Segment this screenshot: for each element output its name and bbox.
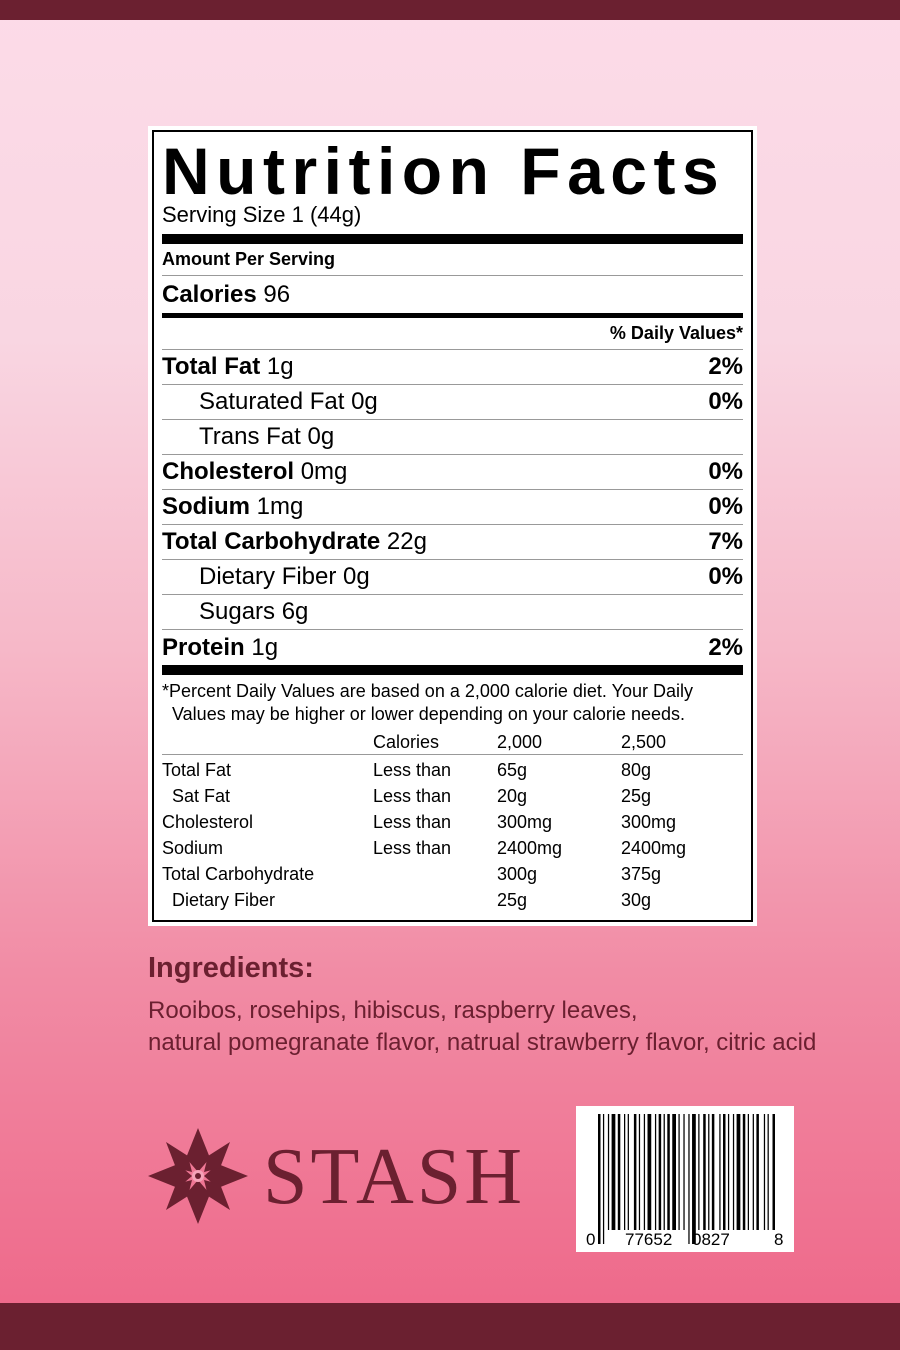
nutrient-amount: 1g: [266, 353, 294, 380]
barcode-bar: [628, 1114, 629, 1230]
barcode-bar: [644, 1114, 645, 1230]
dv-cell: 30g: [621, 889, 652, 910]
table-row: [162, 835, 743, 861]
barcode-bar: [753, 1114, 754, 1230]
bottom-band: [0, 1303, 900, 1350]
barcode-bar: [737, 1114, 741, 1230]
dv-cell: 375g: [621, 863, 662, 884]
nutrient-pct: 2%: [708, 633, 743, 661]
barcode-bar: [756, 1114, 759, 1230]
footnote-line: *Percent Daily Values are based on a 2,000 calorie diet. Your Daily: [162, 681, 693, 701]
dv-cell: Sodium: [162, 837, 224, 858]
nutrient-label: Sodium: [162, 493, 250, 520]
barcode-bar: [624, 1114, 625, 1230]
dv-cell: Sat Fat: [172, 785, 231, 806]
table-row: [162, 861, 743, 887]
nutrient-row-sodium: [162, 490, 743, 525]
nutrient-amount: 1g: [251, 633, 279, 661]
dv-cell: 300mg: [621, 811, 677, 832]
nutrient-row-saturated-fat: [162, 385, 743, 420]
top-band: [0, 0, 900, 20]
dv-cell: 2400mg: [621, 837, 687, 858]
ingredients-title: Ingredients:: [148, 952, 314, 984]
nutrient-label: Total Fat: [162, 353, 261, 380]
serving-size: Serving Size 1 (44g): [162, 202, 362, 227]
barcode-digit: 0827: [692, 1230, 730, 1249]
calories-label: Calories: [162, 280, 257, 308]
nutrient-row-total-fat: [162, 350, 743, 385]
nutrient-pct: 0%: [708, 388, 743, 415]
amount-per-serving: [162, 244, 743, 276]
nutrient-label: Total Carbohydrate: [162, 528, 381, 555]
barcode-bar: [598, 1114, 601, 1244]
dv-cell: Total Fat: [162, 759, 232, 780]
nutrition-facts-panel: [148, 126, 757, 926]
table-row: [162, 757, 743, 783]
ingredients-line: natural pomegranate flavor, natrual strawberry flavor, citric acid: [148, 1029, 817, 1056]
nutrient-row-protein: [162, 630, 743, 665]
barcode: [576, 1106, 794, 1252]
dv-cell: Less than: [373, 811, 452, 832]
barcode-bar: [672, 1114, 676, 1230]
table-row: [162, 887, 743, 913]
barcode-bar: [683, 1114, 684, 1230]
dv-cell: 300mg: [497, 811, 553, 832]
nutrient-pct: 0%: [708, 563, 743, 590]
nutrient-pct: 0%: [708, 458, 743, 485]
barcode-bar: [639, 1114, 640, 1230]
nutrient-row-dietary-fiber: [162, 560, 743, 595]
barcode-bar: [703, 1114, 706, 1230]
barcode-bar: [612, 1114, 616, 1230]
dv-cell: Total Carbohydrate: [162, 863, 315, 884]
daily-values-label: % Daily Values*: [609, 323, 743, 343]
dv-cell: 20g: [497, 785, 528, 806]
nutrient-amount: 0mg: [300, 458, 348, 485]
dv-cell: 2400mg: [497, 837, 563, 858]
barcode-bars: [576, 1106, 794, 1252]
barcode-bar: [688, 1114, 689, 1244]
barcode-digit: 8: [774, 1230, 784, 1249]
dv-cell: Cholesterol: [162, 811, 254, 832]
barcode-bar: [698, 1114, 699, 1230]
barcode-digit: 0: [586, 1230, 596, 1249]
barcode-bar: [634, 1114, 637, 1230]
ingredients-list: [148, 995, 848, 1059]
dv-cell: 25g: [497, 889, 528, 910]
barcode-bar: [768, 1114, 769, 1230]
thick-rule: [162, 665, 743, 675]
nutrient-amount: 1mg: [256, 493, 304, 520]
calories-row: [162, 276, 743, 313]
nutrient-row-sugars: [162, 595, 743, 630]
barcode-bar: [678, 1114, 679, 1230]
barcode-bar: [748, 1114, 749, 1230]
dv-cell: 80g: [621, 759, 652, 780]
barcode-bar: [733, 1114, 734, 1230]
barcode-bar: [667, 1114, 670, 1230]
nutrient-row-total-carbohydrate: [162, 525, 743, 560]
dv-header-cell: Calories: [373, 731, 440, 752]
dv-cell: 65g: [497, 759, 528, 780]
star-flower-logo-icon: [148, 1128, 248, 1224]
barcode-bar: [773, 1114, 776, 1230]
nutrient-label: Saturated Fat 0g: [199, 388, 378, 415]
nutrient-label: Protein: [162, 633, 245, 661]
barcode-bar: [719, 1114, 720, 1230]
thick-rule: [162, 234, 743, 244]
nutrient-label: Trans Fat 0g: [199, 423, 335, 450]
barcode-bar: [655, 1114, 656, 1230]
nutrient-pct: 0%: [708, 493, 743, 520]
nutrient-label: Dietary Fiber 0g: [199, 563, 370, 590]
nutrient-pct: 7%: [708, 528, 743, 555]
daily-values-header: [162, 318, 743, 350]
amount-per-serving-label: Amount Per Serving: [162, 249, 336, 269]
dv-cell: Dietary Fiber: [172, 889, 276, 910]
barcode-bar: [712, 1114, 715, 1230]
daily-value-table: [162, 730, 743, 913]
dv-header-cell: 2,000: [497, 731, 543, 752]
barcode-bar: [764, 1114, 765, 1230]
nutrient-label: Cholesterol: [162, 458, 295, 485]
nutrient-row-cholesterol: [162, 455, 743, 490]
barcode-bar: [692, 1114, 696, 1244]
nutrient-pct: 2%: [708, 353, 743, 380]
barcode-bar: [728, 1114, 729, 1230]
barcode-bar: [608, 1114, 609, 1230]
barcode-bar: [618, 1114, 621, 1230]
nutrition-title: Nutrition Facts: [162, 134, 726, 208]
barcode-bar: [648, 1114, 652, 1230]
barcode-bar: [664, 1114, 665, 1230]
dv-cell: Less than: [373, 785, 452, 806]
table-row: [162, 783, 743, 809]
barcode-bar: [743, 1114, 746, 1230]
barcode-bar: [723, 1114, 726, 1230]
barcode-digit: 77652: [625, 1230, 673, 1249]
dv-cell: Less than: [373, 759, 452, 780]
barcode-bar: [708, 1114, 709, 1230]
footnote-line: Values may be higher or lower depending on your calorie needs.: [172, 704, 685, 724]
daily-value-footnote: [162, 680, 743, 726]
brand-wordmark: STASH: [263, 1133, 525, 1221]
nutrient-row-trans-fat: [162, 420, 743, 455]
barcode-bar: [659, 1114, 662, 1230]
dv-cell: 25g: [621, 785, 652, 806]
dv-cell: Less than: [373, 837, 452, 858]
dv-header-cell: 2,500: [621, 731, 667, 752]
dv-cell: 300g: [497, 863, 538, 884]
nutrient-amount: 22g: [386, 528, 427, 555]
table-row: [162, 809, 743, 835]
ingredients-line: Rooibos, rosehips, hibiscus, raspberry leaves,: [148, 997, 638, 1024]
nutrient-label: Sugars 6g: [199, 598, 309, 625]
dv-table-header: [162, 730, 743, 755]
calories-value: 96: [263, 280, 291, 308]
barcode-bar: [603, 1114, 604, 1244]
